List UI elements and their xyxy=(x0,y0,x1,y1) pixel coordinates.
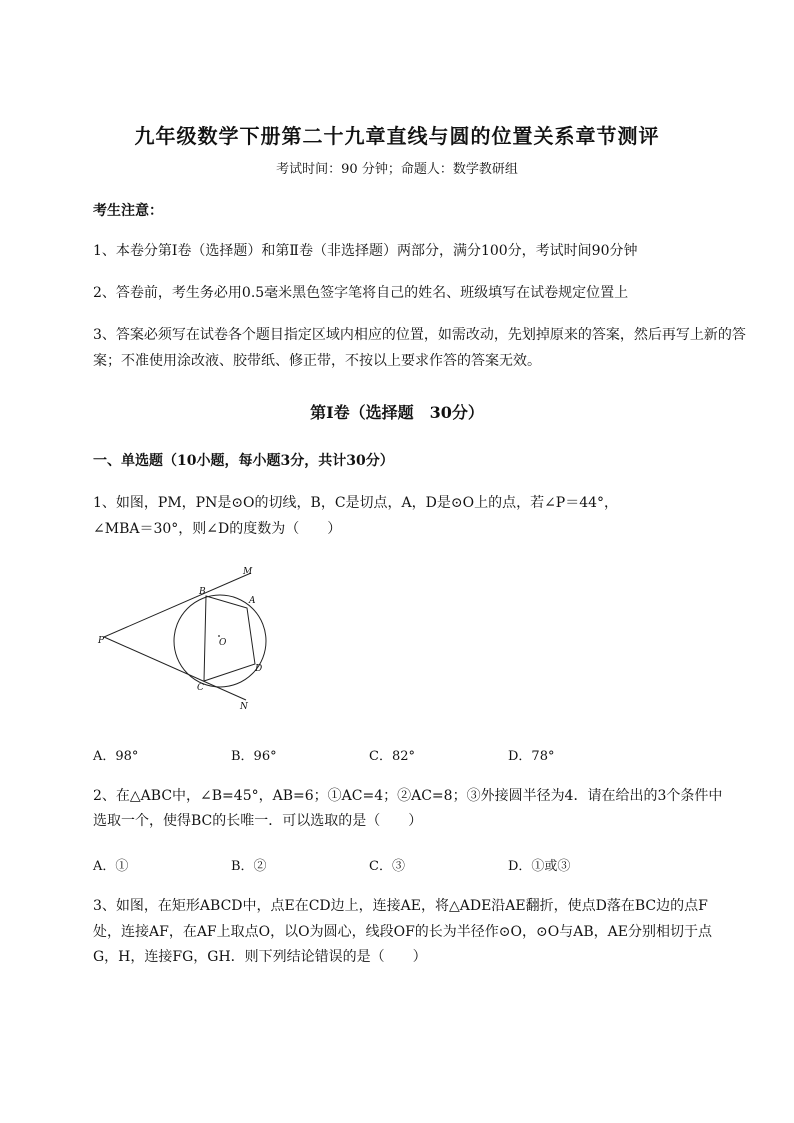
question-2-option-d[interactable]: D．①或③ xyxy=(508,859,571,874)
question-1-option-c[interactable]: C．82° xyxy=(369,749,415,764)
question-3-line-3: G，H，连接FG，GH．则下列结论错误的是（ ） xyxy=(93,949,427,965)
label-n: N xyxy=(240,702,248,712)
tangent-line-pm xyxy=(104,573,251,637)
question-1-line-2: ∠MBA＝30°，则∠D的度数为（ ） xyxy=(93,521,342,537)
quadrilateral-badc xyxy=(204,596,255,681)
notice-item-1: 1、本卷分第Ⅰ卷（选择题）和第Ⅱ卷（非选择题）两部分，满分100分，考试时间90分钟 xyxy=(93,243,638,259)
question-2-option-b[interactable]: B．② xyxy=(231,859,267,874)
question-1-option-d[interactable]: D．78° xyxy=(508,749,555,764)
question-2-option-a[interactable]: A．① xyxy=(93,859,129,874)
question-1-option-a[interactable]: A．98° xyxy=(93,749,139,764)
label-o: O xyxy=(219,638,227,648)
section-title: 第Ⅰ卷（选择题 30分） xyxy=(310,403,484,422)
label-c: C xyxy=(197,683,204,693)
notice-item-2: 2、答卷前，考生务必用0.5毫米黑色签字笔将自己的姓名、班级填写在试卷规定位置上 xyxy=(93,285,629,301)
question-3-line-2: 处，连接AF，在AF上取点O，以O为圆心，线段OF的长为半径作⊙O，⊙O与AB，AE分别相切于点 xyxy=(93,924,712,940)
question-2-line-2: 选取一个，使得BC的长唯一．可以选取的是（ ） xyxy=(93,813,423,829)
label-d: D xyxy=(255,664,263,674)
center-point xyxy=(218,635,220,637)
part-heading: 一、单选题（10小题，每小题3分，共计30分） xyxy=(93,453,394,469)
page-subtitle: 考试时间：90 分钟；命题人：数学教研组 xyxy=(276,162,518,177)
question-2-option-c[interactable]: C．③ xyxy=(369,859,405,874)
question-1-option-b[interactable]: B．96° xyxy=(231,749,277,764)
label-m: M xyxy=(243,567,253,577)
notice-item-3: 3、答案必须写在试卷各个题目指定区域内相应的位置，如需改动，先划掉原来的答案，然后再写上新的答案；不准使用涂改液、胶带纸、修正带，不按以上要求作答的答案无效。 xyxy=(93,327,746,369)
notice-heading: 考生注意： xyxy=(93,203,163,219)
question-2-line-1: 2、在△ABC中，∠B=45°，AB=6；①AC=4；②AC=8；③外接圆半径为4．请在给出的3个条件中 xyxy=(93,788,723,804)
question-1-figure xyxy=(93,565,273,715)
question-1-line-1: 1、如图，PM，PN是⊙O的切线，B，C是切点，A，D是⊙O上的点，若∠P＝44°， xyxy=(93,495,619,511)
label-p: P xyxy=(98,636,105,646)
label-b: B xyxy=(199,587,206,597)
page-title: 九年级数学下册第二十九章直线与圆的位置关系章节测评 xyxy=(134,124,660,148)
label-a: A xyxy=(249,596,256,606)
question-3-line-1: 3、如图，在矩形ABCD中，点E在CD边上，连接AE，将△ADE沿AE翻折，使点D落在BC边的点F xyxy=(93,898,708,914)
